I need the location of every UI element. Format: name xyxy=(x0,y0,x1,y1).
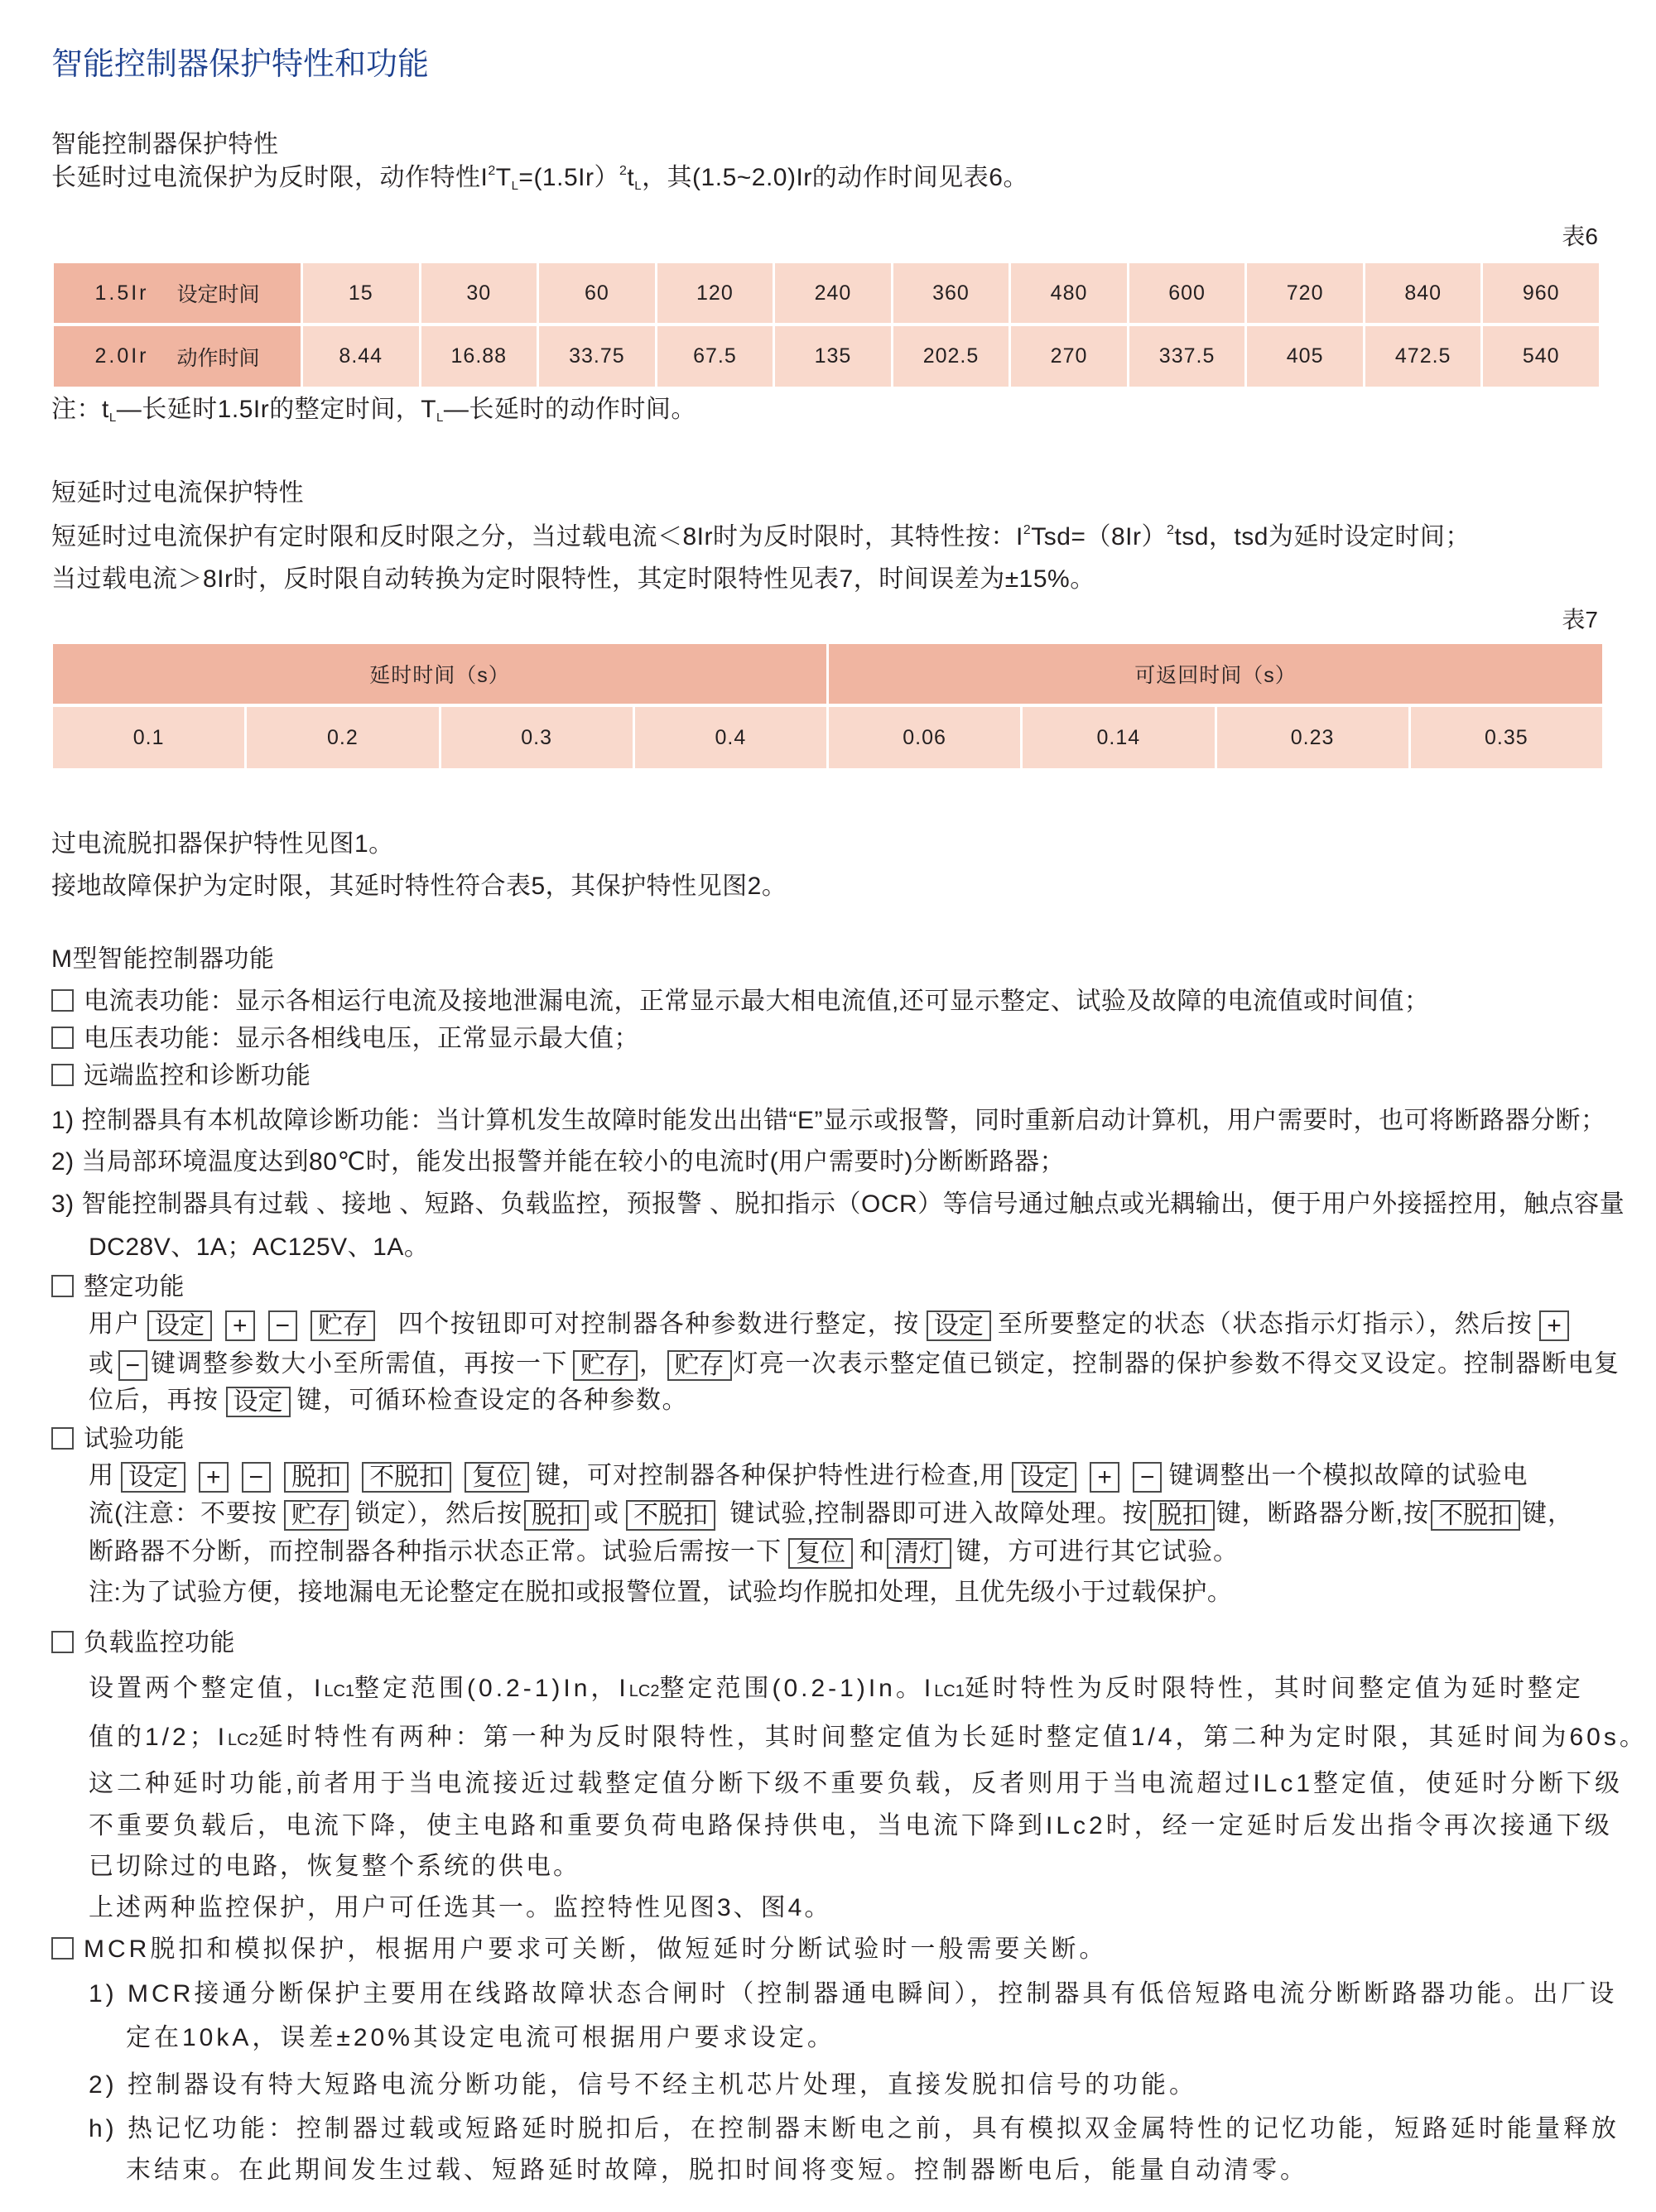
table7-header-delay-time: 延时时间（s） xyxy=(53,644,826,704)
text-segment: 长延时过电流保护为反时限，动作特性I xyxy=(51,164,489,191)
checkbox-icon xyxy=(51,1027,74,1049)
table-cell: 0.4 xyxy=(635,707,826,768)
function-text: 远端监控和诊断功能 xyxy=(84,1062,311,1089)
key-setting: 设定 xyxy=(121,1462,185,1493)
superscript: 2 xyxy=(1023,523,1032,537)
table-cell: 0.3 xyxy=(441,707,633,768)
function-item-voltmeter xyxy=(51,1022,639,1056)
function-item-test xyxy=(51,1423,185,1456)
checkbox-icon xyxy=(51,989,74,1012)
text-segment: 键调整参数大小至所需值，再按一下 xyxy=(151,1350,569,1378)
text-segment: t xyxy=(627,164,635,191)
text-segment: 值的1/2；I xyxy=(89,1724,229,1751)
key-minus: − xyxy=(268,1310,298,1341)
page-title: 智能控制器保护特性和功能 xyxy=(51,47,430,82)
function-item-remote xyxy=(51,1060,311,1093)
table-cell: 30 xyxy=(421,263,537,323)
table-cell: 8.44 xyxy=(303,326,419,387)
table-cell: 0.14 xyxy=(1023,707,1214,768)
mcr-item: 2) 控制器设有特大短路电流分断功能，信号不经主机芯片处理，直接发脱扣信号的功能。 xyxy=(89,2071,1198,2099)
protection-heading: 智能控制器保护特性 xyxy=(51,131,279,158)
text-segment: 整定范围(0.2-1)In，I xyxy=(354,1675,629,1702)
key-store: 贮存 xyxy=(667,1350,732,1381)
table-cell: 600 xyxy=(1129,263,1245,323)
table-cell: 472.5 xyxy=(1365,326,1481,387)
short-delay-heading: 短延时过电流保护特性 xyxy=(51,479,304,507)
subscript-label: LC2 xyxy=(228,1731,258,1749)
reference-line: 接地故障保护为定时限，其延时特性符合表5，其保护特性见图2。 xyxy=(51,873,787,900)
table-cell: 405 xyxy=(1247,326,1363,387)
subscript: L xyxy=(108,411,117,425)
checkbox-icon xyxy=(51,1275,74,1297)
load-monitor-line-1 xyxy=(89,1672,1584,1708)
table6-row-header xyxy=(54,326,301,387)
text-segment: 位后，再按 xyxy=(89,1387,219,1414)
table-cell: 120 xyxy=(657,263,773,323)
text-segment: 灯亮一次表示整定值已锁定，控制器的保护参数不得交叉设定。控制器断电复 xyxy=(733,1350,1620,1378)
table-cell: 16.88 xyxy=(421,326,537,387)
load-monitor-line-6: 上述两种监控保护，用户可任选其一。监控特性见图3、图4。 xyxy=(89,1894,832,1921)
key-trip: 脱扣 xyxy=(284,1462,349,1493)
table-cell: 0.2 xyxy=(247,707,438,768)
key-minus: − xyxy=(118,1350,148,1381)
text-segment: 延时特性为反时限特性，其时间整定值为延时整定 xyxy=(964,1675,1584,1702)
key-setting: 设定 xyxy=(147,1310,212,1341)
text-segment: 键，可循环检查设定的各种参数。 xyxy=(296,1387,688,1414)
short-delay-line-1 xyxy=(51,521,1471,554)
mcr-item-continuation: 定在10kA，误差±20%其设定电流可根据用户要求设定。 xyxy=(126,2024,835,2051)
function-text: 试验功能 xyxy=(84,1426,185,1453)
subscript: L xyxy=(511,179,519,193)
key-clear-light: 清灯 xyxy=(887,1538,951,1569)
short-delay-line-2: 当过载电流＞8Ir时，反时限自动转换为定时限特性，其定时限特性见表7，时间误差为±15%。 xyxy=(51,565,1095,593)
table-cell: 540 xyxy=(1483,326,1599,387)
reference-line: 过电流脱扣器保护特性见图1。 xyxy=(51,830,394,858)
list-item: 3) 智能控制器具有过载 、接地 、短路、负载监控，预报警 、脱扣指示（OCR）等信号通过触点或光耦输出，便于用户外接摇控用，触点容量 xyxy=(51,1190,1625,1218)
row-label: 动作时间 xyxy=(176,346,260,370)
text-segment: 四个按钮即可对控制器各种参数进行整定，按 xyxy=(397,1310,920,1338)
table7-header-return-time: 可返回时间（s） xyxy=(829,644,1602,704)
text-segment: 锁定），然后按 xyxy=(355,1500,522,1527)
table-cell: 960 xyxy=(1483,263,1599,323)
text-segment: Tsd=（8Ir） xyxy=(1031,523,1167,551)
key-trip: 脱扣 xyxy=(524,1500,589,1531)
subscript: L xyxy=(436,411,444,425)
subscript-label: LC1 xyxy=(934,1682,965,1700)
text-segment: 流(注意：不要按 xyxy=(89,1500,277,1527)
table-cell: 15 xyxy=(303,263,419,323)
table-cell: 135 xyxy=(775,326,891,387)
key-no-trip: 不脱扣 xyxy=(362,1462,451,1493)
key-setting: 设定 xyxy=(927,1310,991,1341)
function-item-setting xyxy=(51,1271,185,1304)
key-reset: 复位 xyxy=(788,1538,853,1569)
text-segment: ， xyxy=(639,1350,666,1378)
table6 xyxy=(54,263,1599,387)
test-line-3 xyxy=(89,1536,1239,1569)
text-segment: 短延时过电流保护有定时限和反时限之分，当过载电流＜8Ir时为反时限时，其特性按：I xyxy=(51,523,1023,551)
current-multiple: 1.5Ir xyxy=(94,281,149,305)
key-minus: − xyxy=(1133,1462,1163,1493)
text-segment: =(1.5Ir） xyxy=(518,164,619,191)
list-item: 1) 控制器具有本机故障诊断功能：当计算机发生故障时能发出出错“E”显示或报警，同时重新启动计算机，用户需要时，也可将断路器分断； xyxy=(51,1107,1606,1134)
setting-line-3 xyxy=(89,1384,688,1417)
test-note: 注:为了试验方便，接地漏电无论整定在脱扣或报警位置，试验均作脱扣处理，且优先级小于过载保护。 xyxy=(89,1579,1233,1606)
key-plus: + xyxy=(1539,1310,1569,1341)
table-cell: 0.1 xyxy=(53,707,244,768)
text-segment: 或 xyxy=(594,1500,619,1527)
table-cell: 33.75 xyxy=(539,326,655,387)
text-segment: —长延时1.5Ir的整定时间，T xyxy=(116,396,437,423)
list-item: 2) 当局部环境温度达到80℃时，能发出报警并能在较小的电流时(用户需要时)分断断路器； xyxy=(51,1148,1066,1176)
superscript: 2 xyxy=(1166,523,1175,537)
key-minus: − xyxy=(242,1462,272,1493)
table-cell: 202.5 xyxy=(893,326,1009,387)
table-cell: 0.35 xyxy=(1411,707,1602,768)
text-segment: 用户 xyxy=(89,1310,141,1338)
text-segment: 或 xyxy=(89,1350,115,1378)
table7-caption: 表7 xyxy=(1562,607,1598,632)
function-item-ammeter xyxy=(51,985,1429,1018)
table-cell: 337.5 xyxy=(1129,326,1245,387)
key-store: 贮存 xyxy=(284,1500,349,1531)
test-line-1 xyxy=(89,1459,1528,1493)
function-text: 整定功能 xyxy=(84,1273,185,1301)
function-text: MCR脱扣和模拟保护，根据用户要求可关断，做短延时分断试验时一般需要关断。 xyxy=(84,1935,1108,1963)
text-segment: 断路器不分断，而控制器各种指示状态正常。试验后需按一下 xyxy=(89,1538,782,1565)
function-item-mcr xyxy=(51,1933,1107,1966)
key-no-trip: 不脱扣 xyxy=(1431,1500,1520,1531)
setting-line-2 xyxy=(89,1348,1620,1381)
table-cell: 360 xyxy=(893,263,1009,323)
mcr-item: 1) MCR接通分断保护主要用在线路故障状态合闸时（控制器通电瞬间），控制器具有低倍短路电流分断断路器功能。出厂设 xyxy=(89,1980,1618,2008)
key-store: 贮存 xyxy=(573,1350,638,1381)
checkbox-icon xyxy=(51,1631,74,1653)
text-segment: ，其(1.5~2.0)Ir的动作时间见表6。 xyxy=(642,164,1028,191)
subscript: L xyxy=(634,179,643,193)
test-line-2 xyxy=(89,1498,1573,1531)
table-cell: 67.5 xyxy=(657,326,773,387)
text-segment: —长延时的动作时间。 xyxy=(443,396,696,423)
load-monitor-line-3: 这二种延时功能,前者用于当电流接近过载整定值分断下级不重要负载，反者则用于当电流超过ILc1整定值，使延时分断下级 xyxy=(89,1770,1624,1797)
key-plus: + xyxy=(225,1310,255,1341)
key-setting: 设定 xyxy=(226,1387,291,1417)
text-segment: 键，可对控制器各种保护特性进行检查,用 xyxy=(536,1462,1006,1489)
table-cell: 480 xyxy=(1011,263,1127,323)
table-cell: 720 xyxy=(1247,263,1363,323)
superscript: 2 xyxy=(488,164,496,178)
function-text: 电压表功能：显示各相线电压，正常显示最大值； xyxy=(84,1025,639,1052)
text-segment: T xyxy=(495,164,512,191)
table-cell: 270 xyxy=(1011,326,1127,387)
table7 xyxy=(53,644,1602,768)
subscript-label: LC2 xyxy=(628,1682,660,1700)
load-monitor-line-2 xyxy=(89,1721,1648,1757)
long-delay-description xyxy=(51,161,1028,195)
load-monitor-line-5: 已切除过的电路，恢复整个系统的供电。 xyxy=(89,1853,580,1880)
function-item-load-monitor xyxy=(51,1627,235,1660)
checkbox-icon xyxy=(51,1427,74,1450)
row-label: 设定时间 xyxy=(176,283,260,306)
text-segment: 用 xyxy=(89,1462,114,1489)
key-store: 贮存 xyxy=(310,1310,375,1341)
text-segment: 至所要整定的状态（状态指示灯指示），然后按 xyxy=(997,1310,1533,1338)
checkbox-icon xyxy=(51,1064,74,1086)
current-multiple: 2.0Ir xyxy=(94,344,149,368)
list-item-continuation: DC28V、1A；AC125V、1A。 xyxy=(89,1233,430,1261)
key-no-trip: 不脱扣 xyxy=(626,1500,715,1531)
table-cell: 0.06 xyxy=(829,707,1020,768)
function-text: 电流表功能：显示各相运行电流及接地泄漏电流，正常显示最大相电流值,还可显示整定、试验及故障的电流值或时间值； xyxy=(84,988,1430,1015)
text-segment: 延时特性有两种：第一种为反时限特性，其时间整定值为长延时整定值1/4，第二种为定时限，其延时间为60s。 xyxy=(258,1724,1648,1751)
key-plus: + xyxy=(199,1462,229,1493)
table-cell: 840 xyxy=(1365,263,1481,323)
text-segment: 键，断路器分断,按 xyxy=(1216,1500,1430,1527)
function-text: 负载监控功能 xyxy=(84,1629,235,1657)
table-cell: 0.23 xyxy=(1217,707,1408,768)
text-segment: 键试验,控制器即可进入故障处理。按 xyxy=(729,1500,1148,1527)
text-segment: 设置两个整定值，I xyxy=(89,1675,325,1702)
key-trip: 脱扣 xyxy=(1150,1500,1215,1531)
key-setting: 设定 xyxy=(1012,1462,1076,1493)
text-segment: 键，方可进行其它试验。 xyxy=(956,1538,1239,1565)
superscript: 2 xyxy=(619,164,628,178)
text-segment: 键调整出一个模拟故障的试验电 xyxy=(1168,1462,1528,1489)
table-cell: 240 xyxy=(775,263,891,323)
text-segment: 和 xyxy=(859,1538,885,1565)
table6-caption: 表6 xyxy=(1562,224,1598,249)
key-reset: 复位 xyxy=(465,1462,529,1493)
load-monitor-line-4: 不重要负载后，电流下降，使主电路和重要负荷电路保持供电，当电流下降到ILc2时，经一定延时后发出指令再次接通下级 xyxy=(89,1812,1613,1839)
mcr-item: h) 热记忆功能：控制器过载或短路延时脱扣后，在控制器末断电之前，具有模拟双金属特性的记忆功能，短路延时能量释放 xyxy=(89,2115,1620,2142)
table6-row-header xyxy=(54,263,301,323)
m-type-heading: M型智能控制器功能 xyxy=(51,945,275,973)
setting-line-1 xyxy=(89,1308,1576,1341)
checkbox-icon xyxy=(51,1937,74,1960)
text-segment: 整定范围(0.2-1)In。I xyxy=(659,1675,935,1702)
mcr-item-continuation: 末结束。在此期间发生过载、短路延时故障，脱扣时间将变短。控制器断电后，能量自动清零。 xyxy=(126,2157,1308,2184)
text-segment: 键， xyxy=(1522,1500,1574,1527)
table6-note xyxy=(51,393,696,426)
text-segment: 注：t xyxy=(51,396,109,423)
table-cell: 60 xyxy=(539,263,655,323)
text-segment: tsd，tsd为延时设定时间； xyxy=(1174,523,1471,551)
key-plus: + xyxy=(1090,1462,1119,1493)
subscript-label: LC1 xyxy=(324,1682,355,1700)
